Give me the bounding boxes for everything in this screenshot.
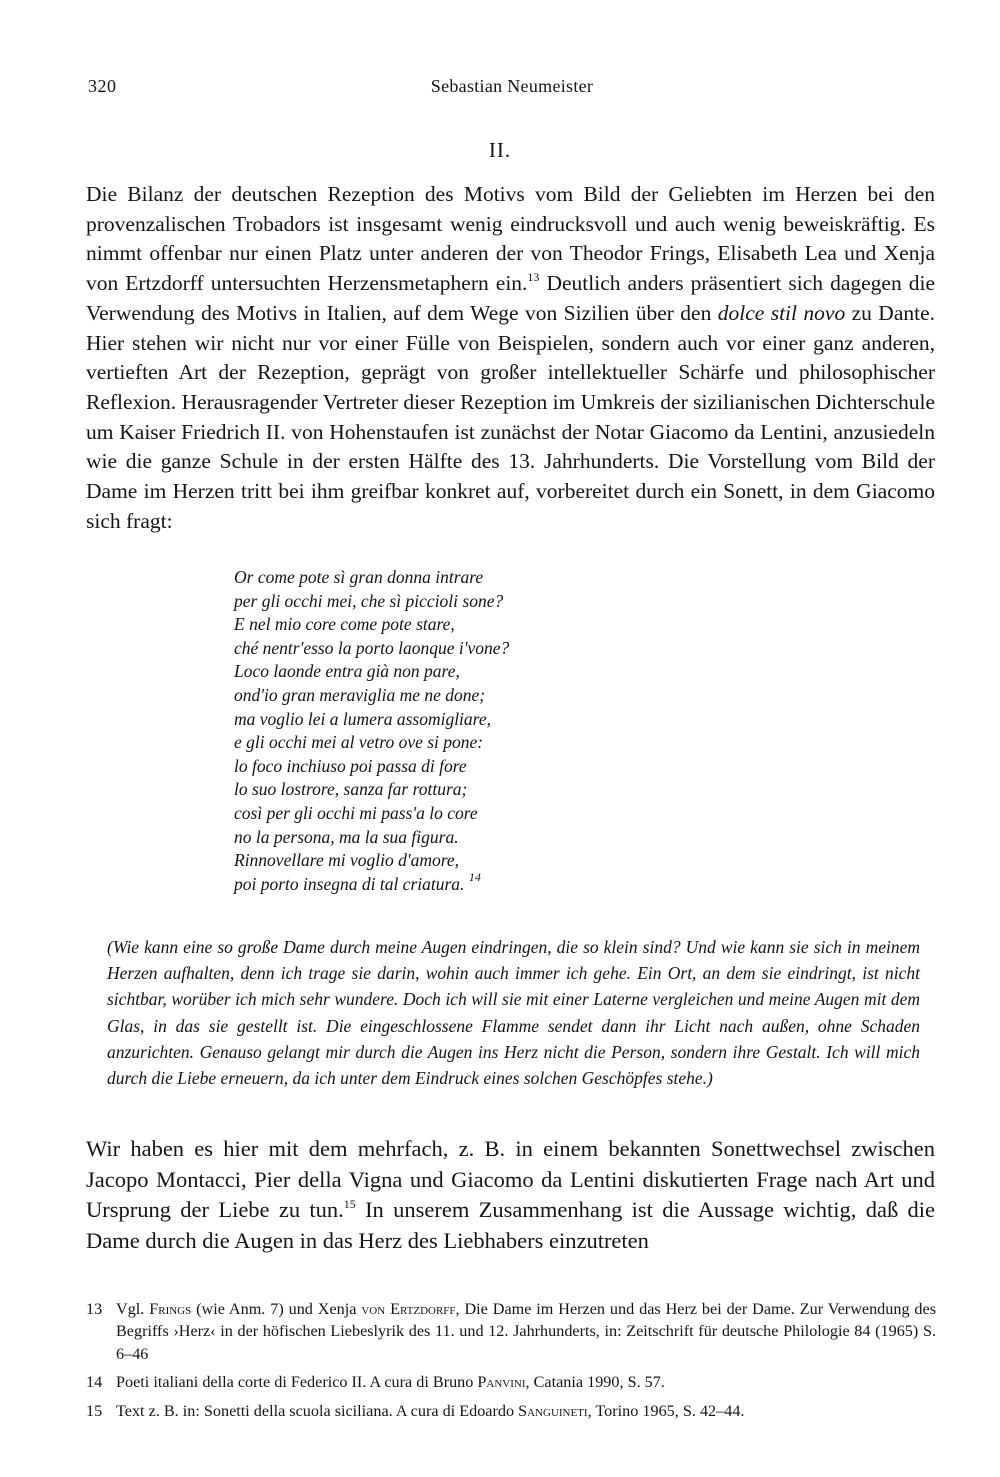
body-paragraph-2 (86, 1134, 935, 1256)
footnote-number: 15 (86, 1401, 103, 1420)
footnotes (86, 1298, 936, 1428)
footnote-text (116, 1402, 744, 1420)
footnote-ref-15[interactable]: 15 (343, 1197, 356, 1211)
poem-line: e gli occhi mei al vetro ove si pone: (234, 732, 484, 753)
paragraph-text: zu Dante. Hier stehen wir nicht nur vor einer Fülle von Beispielen, sondern auch vor einer ganz anderen, vertieften Art der Rezeption, geprägt von großer intellektueller Schärfe und philosophischer Reflexion. Herausragender Vertreter dieser Rezeption im Umkreis der sizilianischen Dichterschule um Kaiser Friedrich II. von Hohenstaufen ist zunächst der Notar Giacomo da Lentini, anzusiedeln wie die ganze Schule in der ersten Hälfte des 13. Jahrhunderts. Die Vorstellung vom Bild der Dame im Herzen tritt bei ihm greifbar konkret auf, vorbereitet durch ein Sonett, in dem Giacomo sich fragt: (86, 300, 936, 533)
footnote-number: 13 (86, 1300, 103, 1318)
footnote-text-part: , Torino 1965, S. 42–44. (587, 1401, 745, 1420)
footnote-14 (86, 1371, 936, 1393)
poem-line: lo suo lostrore, sanza far rottura; (234, 779, 468, 800)
footnote-text-part: , Catania 1990, S. 57. (525, 1373, 665, 1392)
footnote-text (116, 1300, 936, 1363)
paragraph-text: Die Bilanz der deutschen Rezeption des Motivs vom Bild der Geliebten im Herzen bei den provenzalischen Trobadors ist insgesamt wenig eindrucksvoll und auch wenig beweiskräftig. Es nimmt offenbar nur einen Platz unter anderen der von Theodor Frings, Elisabeth Lea und Xenja von Ertzdorff untersuchten Herzensmetaphern ein. (86, 182, 935, 296)
paragraph-text: In unserem Zusammenhang ist die Aussage wichtig, daß die Dame durch die Augen in das Herz des Liebhabers einzutreten (86, 1197, 935, 1253)
poem-line: ché nentr'esso la porto laonque i'vone? (234, 637, 510, 658)
poem-line: così per gli occhi mi pass'a lo core (234, 802, 478, 823)
footnote-text-part: Text z. B. in: Sonetti della scuola siciliana. A cura di Edoardo (116, 1401, 519, 1420)
section-heading: II. (488, 138, 512, 162)
footnote-15 (86, 1400, 936, 1422)
footnote-text-part: Vgl. (116, 1300, 150, 1318)
poem-line: lo foco inchiuso poi passa di fore (234, 755, 467, 776)
footnote-ref-14[interactable]: 14 (468, 869, 481, 884)
author-name: Frings (149, 1300, 192, 1318)
poem-line: Or come pote sì gran donna intrare (234, 567, 484, 587)
poem-line: Rinnovellare mi voglio d'amore, (234, 850, 460, 871)
translation-paragraph: (Wie kann eine so große Dame durch meine Augen eindringen, die so klein sind? Und wie kann sie sich in meinem Herzen aufhalten, denn ich trage sie darin, wohin auch immer ich gehe. Ein Ort, an dem sie eindringt, ist nicht sichtbar, worüber ich mich sehr wundere. Doch ich will sie mit einer Laterne vergleichen und meine Augen mit dem Glas, in das sie gestellt ist. Die eingeschlossene Flamme sendet dann ihr Licht nach außen, ohne Schaden anzurichten. Genauso gelangt mir durch die Augen ins Herz nicht die Person, sondern ihre Gestalt. Ich will mich durch die Liebe erneuern, da ich unter dem Eindruck eines solchen Geschöpfes stehe.) (107, 937, 920, 1089)
sonnet-quotation (234, 566, 654, 896)
poem-line: ma voglio lei a lumera assomigliare, (234, 708, 491, 729)
poem-line-text: poi porto insegna di tal criatura. (234, 873, 465, 894)
footnote-text-part: , Die Dame im Herzen und das Herz bei der Dame. Zur Verwendung des Begriffs ›Herz‹ in der höfischen Liebeslyrik des 11. und 12. Jahrhunderts, in: Zeitschrift für deutsche Philologie 84 (1965) S. 6–46 (116, 1300, 937, 1363)
poem-line: E nel mio core come pote stare, (234, 614, 455, 635)
footnote-ref-13[interactable]: 13 (527, 270, 540, 285)
running-head-author: Sebastian Neumeister (430, 76, 594, 96)
footnote-text (116, 1373, 665, 1391)
author-name: Sanguineti (518, 1401, 588, 1420)
paragraph-text: Wir haben es hier mit dem mehrfach, z. B. in einem bekannten Sonettwechsel zwischen Jacopo Montacci, Pier della Vigna und Giacomo da Lentini diskutierten Frage nach Art und Ursprung der Liebe zu tun. (86, 1136, 935, 1222)
paragraph-text: Deutlich anders präsentiert sich dagegen die Verwendung des Motivs in Italien, auf dem Wege von Sizilien über den (86, 271, 935, 325)
body-paragraph-1 (86, 180, 935, 536)
poem-line: Loco laonde entra già non pare, (234, 661, 460, 682)
poem-line: per gli occhi mei, che sì piccioli sone? (234, 590, 504, 611)
italic-term: dolce stil novo (717, 300, 846, 325)
running-head (88, 76, 936, 102)
author-name: von Ertzdorff (361, 1300, 456, 1318)
footnote-text-part: (wie Anm. 7) und Xenja (191, 1300, 362, 1318)
footnote-text-part: Poeti italiani della corte di Federico II. A cura di Bruno (116, 1373, 478, 1392)
poem-line-last (234, 869, 654, 897)
poem-line: ond'io gran meraviglia me ne done; (234, 684, 486, 705)
poem-line: no la persona, ma la sua figura. (234, 826, 459, 847)
author-name: Panvini (477, 1373, 526, 1392)
footnote-number: 14 (86, 1373, 103, 1392)
page-number: 320 (88, 76, 117, 96)
footnote-13 (86, 1298, 936, 1365)
